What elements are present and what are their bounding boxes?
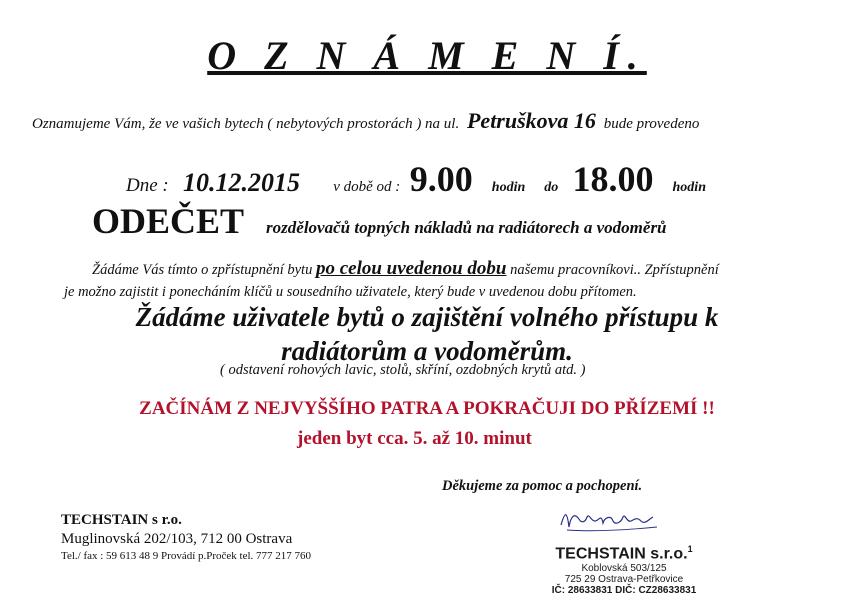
company-address: Muglinovská 202/103, 712 00 Ostrava [61, 531, 293, 547]
date-value: 10.12.2015 [182, 168, 300, 197]
intro-line [32, 108, 699, 134]
stamp-city: 725 29 Ostrava-Petřkovice [564, 574, 684, 586]
request-1b: našemu pracovníkovi.. Zpřístupnění [510, 262, 719, 278]
reading-heading: ODEČET [92, 201, 245, 241]
time-label: v době od : [333, 179, 401, 195]
date-time-line [126, 158, 706, 200]
company-name: TECHSTAIN s r.o. [61, 512, 182, 528]
signature-image [557, 505, 662, 535]
access-request [0, 300, 854, 368]
hours-label-1: hodin [491, 180, 526, 195]
duration-info: jeden byt cca. 5. až 10. minut [297, 428, 532, 449]
company-phone: Tel./ fax : 59 613 48 9 Provádí p.Proček tel. 777 217 760 [61, 550, 312, 562]
request-line-2: je možno zajistit i ponecháním klíčů u sousedního uživatele, který bude v uvedenou dobu přítomen. [64, 284, 637, 300]
stamp-name [524, 540, 724, 563]
stamp-street: Koblovská 503/125 [581, 563, 667, 575]
time-to: 18.00 [572, 159, 654, 199]
intro-text: Oznamujeme Vám, že ve vašich bytech ( nebytových prostorách ) na ul. [32, 116, 460, 132]
stamp-mark: 1 [687, 544, 693, 554]
request-highlight: po celou uvedenou dobu [315, 258, 507, 279]
street-name: Petruškova 16 [466, 108, 596, 133]
date-label: Dne : [126, 175, 169, 196]
hours-label-2: hodin [672, 180, 706, 195]
to-label: do [544, 180, 559, 195]
notice-title: O Z N Á M E N Í. [207, 33, 647, 78]
signature-stroke [561, 515, 653, 527]
stamp-ids: IČ: 28633831 DIČ: CZ28633831 [551, 585, 697, 597]
stamp-company: TECHSTAIN s.r.o. [555, 545, 688, 563]
reading-line [92, 200, 667, 242]
request-1a: Žádáme Vás tímto o zpřístupnění bytu [92, 262, 313, 278]
intro-after: bude provedeno [603, 116, 700, 132]
company-stamp [524, 540, 724, 596]
reading-description: rozdělovačů topných nákladů na radiátorech a vodoměrů [266, 218, 667, 237]
request-line-1 [92, 258, 719, 280]
signature-underline [567, 527, 657, 531]
access-request-text: Žádáme uživatele bytů o zajištění volného přístupu k radiátorům a vodoměrům. [135, 302, 719, 366]
time-from: 9.00 [409, 159, 473, 199]
furniture-note: ( odstavení rohových lavic, stolů, skříní, ozdobných krytů atd. ) [220, 362, 586, 378]
start-info: ZAČÍNÁM Z NEJVYŠŠÍHO PATRA A POKRAČUJI DO PŘÍZEMÍ !! [139, 398, 715, 419]
thanks-line: Děkujeme za pomoc a pochopení. [442, 478, 643, 494]
